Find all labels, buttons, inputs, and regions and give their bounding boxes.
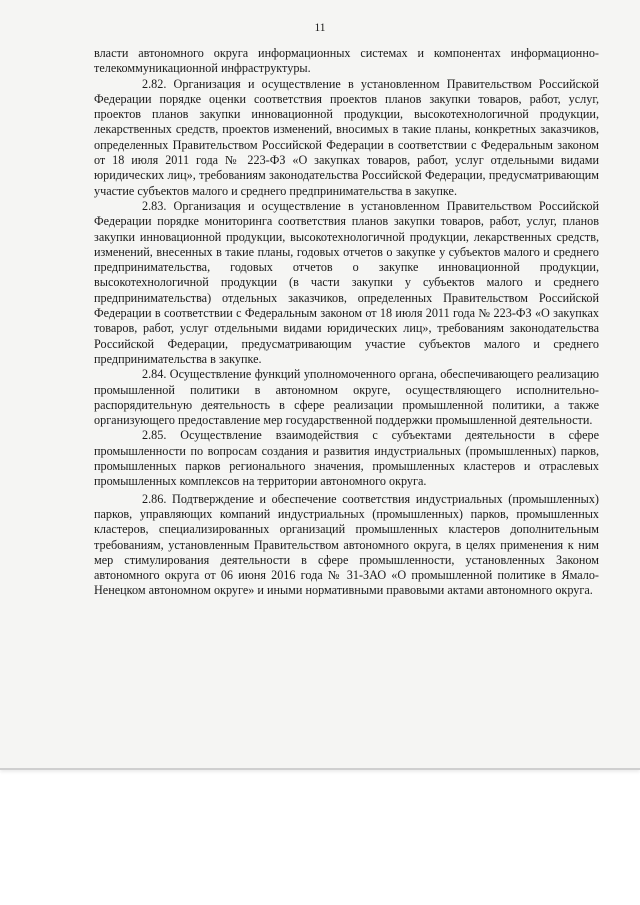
paragraph-2-84: 2.84. Осуществление функций уполномоченного органа, обеспечивающего реализацию промышленной политики в автономном округе, осуществляющего исполнительно-распорядительную деятельность в сфере реализации промышленной политики, а также организующего предоставление мер государственной поддержки промышленной деятельности. xyxy=(94,367,599,428)
paragraph-2-83: 2.83. Организация и осуществление в установленном Правительством Российской Федерации порядке мониторинга соответствия планов закупки товаров, работ, услуг, планов закупки инновационной продукции, высокотехнологичной продукции, лекарственных средств, изменений, внесенных в такие планы, годовых отчетов о закупке у субъектов малого и среднего предпринимательства, годовых отчетов о закупке инновационной продукции, высокотехнологичной продукции (в части закупки у субъектов малого и среднего предпринимательства) отдельных заказчиков, определенных Правительством Российской Федерации в соответствии с Федеральным законом от 18 июля 2011 года № 223-ФЗ «О закупках товаров, работ, услуг отдельными видами юридических лиц», требованиям законодательства Российской Федерации, предусматривающим участие субъектов малого и среднего предпринимательства в закупке. xyxy=(94,198,599,366)
paragraph-2-85: 2.85. Осуществление взаимодействия с субъектами деятельности в сфере промышленности по вопросам создания и развития индустриальных (промышленных) парков, промышленных парков регионального значения, промышленных кластеров и отраслевых промышленных комплексов на территории автономного округа. xyxy=(94,428,599,489)
document-body xyxy=(94,46,599,599)
paragraph-2-86: 2.86. Подтверждение и обеспечение соответствия индустриальных (промышленных) парков, управляющих компаний индустриальных (промышленных) парков, промышленных кластеров, специализированных организаций промышленных кластеров дополнительным требованиям, установленным Правительством автономного округа, в целях применения к ним мер стимулирования деятельности в сфере промышленности, установленных Законом автономного округа от 06 июня 2016 года № 31-ЗАО «О промышленной политике в Ямало-Ненецком автономном округе» и иными нормативными правовыми актами автономного округа. xyxy=(94,491,599,598)
page-number: 11 xyxy=(314,22,326,34)
paragraph-2-82: 2.82. Организация и осуществление в установленном Правительством Российской Федерации порядке оценки соответствия проектов планов закупки товаров, работ, услуг, проектов планов закупки инновационной продукции, высокотехнологичной продукции, лекарственных средств, проектов изменений, вносимых в такие планы, конкретных заказчиков, определенных Правительством Российской Федерации в соответствии с Федеральным законом от 18 июля 2011 года № 223-ФЗ «О закупках товаров, работ, услуг отдельными видами юридических лиц», требованиям законодательства Российской Федерации, предусматривающим участие субъектов малого и среднего предпринимательства в закупке. xyxy=(94,76,599,198)
paragraph-continuation: власти автономного округа информационных системах и компонентах информационно-телекоммуникационной инфраструктуры. xyxy=(94,46,599,76)
